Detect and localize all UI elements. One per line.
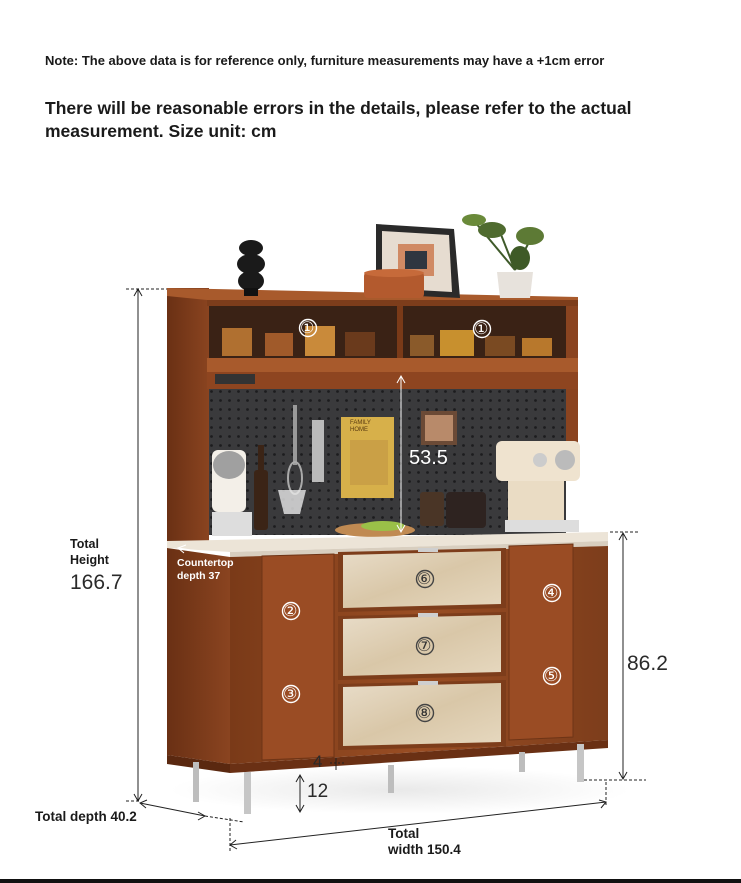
- countertop-depth-label: Countertop depth 37: [177, 557, 234, 582]
- top-decor: [237, 214, 544, 298]
- measurement-note: There will be reasonable errors in the details, please refer to the actual measurement. Size unit: cm: [45, 98, 632, 141]
- total-height-value: 166.7: [70, 571, 123, 594]
- part-1b-label: ①: [474, 321, 489, 338]
- reference-note: Note: The above data is for reference only, furniture measurements may have a +1cm error: [45, 53, 605, 68]
- base-height-value: 86.2: [627, 652, 668, 675]
- part-6-label: ⑥: [417, 571, 432, 588]
- part-5-label: ⑤: [544, 668, 559, 685]
- part-7-label: ⑦: [417, 638, 432, 655]
- pegboard-height-value: 53.5: [409, 447, 448, 469]
- part-8-label: ⑧: [417, 705, 432, 722]
- part-2-label: ②: [283, 603, 298, 620]
- part-1a-label: ①: [300, 320, 315, 337]
- total-height-label: Total Height: [70, 537, 109, 567]
- book-cover-text: FAMILY HOME: [350, 420, 371, 433]
- total-depth-label: Total depth 40.2: [35, 809, 137, 824]
- part-4-label: ④: [544, 585, 559, 602]
- bottom-border: [0, 879, 741, 883]
- leg-height-value: 12: [307, 781, 329, 802]
- total-width-label: Total width 150.4: [388, 826, 461, 857]
- part-3-label: ③: [283, 686, 298, 703]
- plinth-height-value: 4: [313, 752, 323, 771]
